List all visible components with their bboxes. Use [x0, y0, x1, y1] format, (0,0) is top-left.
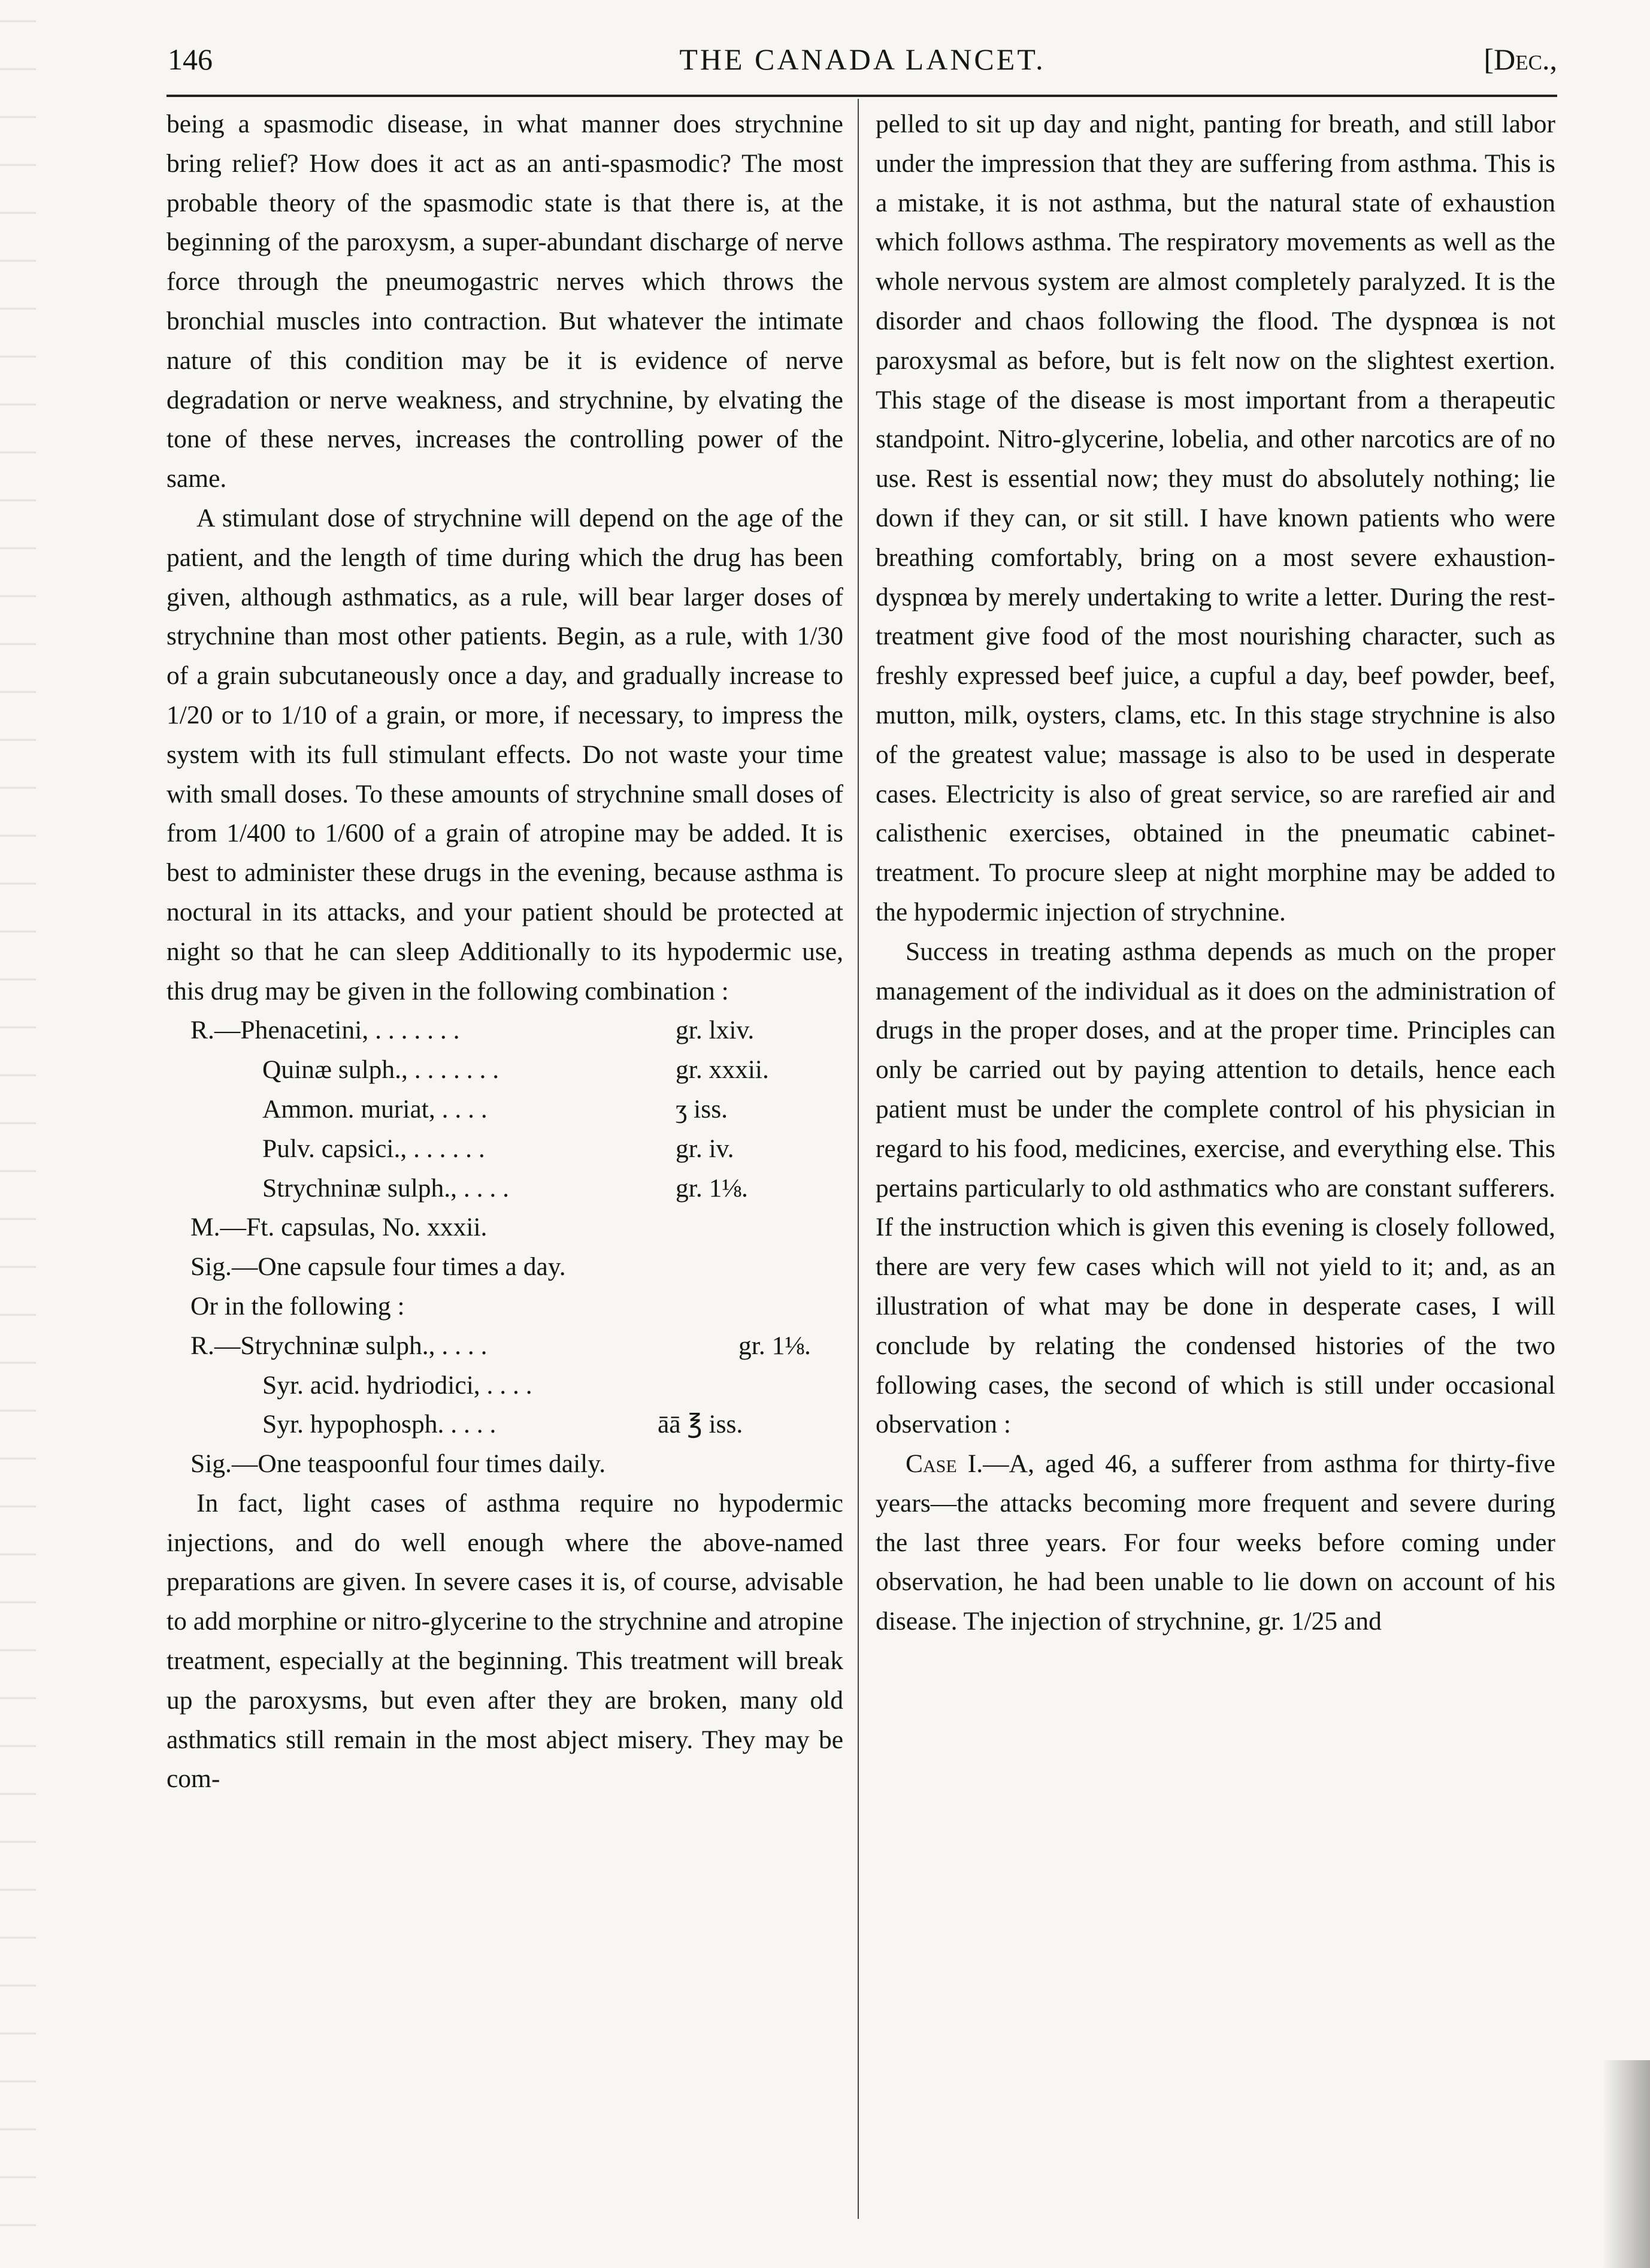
rx-ingredient: Pulv. capsici., . . . . . . — [262, 1134, 485, 1163]
rx-mixing-instruction: M.—Ft. capsulas, No. xxxii. — [190, 1213, 488, 1242]
prescription-2 — [166, 1327, 843, 1484]
paragraph: pelled to sit up day and night, panting for breath, and still labor under the impression that they are suffering from asthma. This is a mistake, it is not asthma, but the natural state of exhaustion which follows asthma. The respiratory movements as well as the whole nervous system are almost completely paralyzed. It is the disorder and chaos following the flood. The dyspnœa is not paroxysmal as before, but is felt now on the slightest exertion. This stage of the disease is most important from a therapeutic standpoint. Nitro-glycerine, lobelia, and other narcotics are of no use. Rest is essential now; they must do absolutely nothing; lie down if they can, or sit still. I have known patients who were breathing comfortably, bring on a most severe exhaustion-dyspnœa by merely undertaking to write a letter. During the rest-treatment give food of the most nourishing character, such as freshly expressed beef juice, a cupful a day, beef powder, beef, mutton, milk, oysters, clams, etc. In this stage strychnine is also of the greatest value; massage is also to be used in desperate cases. Electricity is also of great service, so are rarefied air and calisthenic exercises, obtained in the pneumatic cabinet-treatment. To procure sleep at night morphine may be added to the hypodermic injection of strychnine. — [876, 110, 1555, 926]
rx-dose: gr. lxiv. — [676, 1016, 755, 1045]
rx-transition: Or in the following : — [190, 1291, 405, 1321]
column-rule — [858, 99, 859, 2219]
rx-ingredient: Syr. hypophosph. . . . . — [262, 1410, 496, 1439]
rx-dose: āā ℥ iss. — [658, 1410, 743, 1439]
rx-ingredient: R.—Strychninæ sulph., . . . . — [190, 1331, 488, 1360]
paragraph: Success in treating asthma depends as much on the proper management of the individual as it does on the administration of drugs in the proper doses, and at the proper time. Principles can only be carried out by paying attention to details, hence each patient must be under the complete control of his physician in regard to his food, medicines, exercise, and everything else. This pertains particularly to old asthmatics who are constant sufferers. If the instruction which is given this evening is closely followed, there are very few cases which will not yield to it; and, as an illustration of what may be done in desperate cases, I will conclude by relating the condensed histories of the two following cases, the second of which is still under occasional observation : — [876, 937, 1555, 1439]
rx-ingredient: Quinæ sulph., . . . . . . . — [262, 1055, 499, 1085]
right-column — [876, 105, 1555, 1642]
scan-edge-left — [0, 0, 36, 2268]
case-text: —A, aged 46, a sufferer from asthma for thirty-five years—the attacks becoming more frequent and severe during the last three years. For four weeks before coming under observation, he had been unable to lie down on account of his disease. The injection of strychnine, gr. 1/25 and — [876, 1449, 1555, 1636]
rx-dose: gr. 1⅛. — [738, 1331, 811, 1360]
header-rule — [166, 95, 1557, 97]
rx-ingredient: Ammon. muriat, . . . . — [262, 1094, 488, 1124]
paragraph: A stimulant dose of strychnine will depend on the age of the patient, and the length of time during which the drug has been given, although asthmatics, as a rule, will bear larger doses of strychnine than most other patients. Begin, as a rule, with 1/30 of a grain subcutaneously once a day, and gradually increase to 1/20 or to 1/10 of a grain, or more, if necessary, to impress the system with its full stimulant effects. Do not waste your time with small doses. To these amounts of strychnine small doses of from 1/400 to 1/600 of a grain of atropine may be added. It is best to administer these drugs in the evening, because asthma is noctural in its attacks, and your patient should be protected at night so that he can sleep Additionally to its hypodermic use, this drug may be given in the following combination : — [166, 503, 843, 1006]
rx-signature: Sig.—One capsule four times a day. — [190, 1252, 566, 1282]
prescription-1 — [166, 1011, 843, 1326]
paragraph: being a spasmodic disease, in what manner does strychnine bring relief? How does it act as an anti-spasmodic? The most probable theory of the spasmodic state is that there is, at the beginning of the paroxysm, a super-abundant discharge of nerve force through the pneumogastric nerves which throws the bronchial muscles into contraction. But whatever the intimate nature of this condition may be it is evidence of nerve degradation or nerve weakness, and strychnine, by elvating the tone of these nerves, increases the controlling power of the same. — [166, 110, 843, 493]
rx-dose: gr. xxxii. — [676, 1055, 769, 1085]
scan-edge-right — [1602, 2060, 1650, 2268]
rx-signature: Sig.—One teaspoonful four times daily. — [190, 1449, 606, 1479]
rx-ingredient: Strychninæ sulph., . . . . — [262, 1173, 510, 1203]
rx-dose: gr. iv. — [676, 1134, 734, 1163]
case-label: Case I. — [906, 1449, 983, 1479]
issue-month: [Dec., — [1484, 43, 1557, 76]
rx-dose: ʒ iss. — [676, 1094, 728, 1124]
case-paragraph — [876, 1445, 1555, 1642]
rx-ingredient: R.—Phenacetini, . . . . . . . — [190, 1016, 460, 1045]
journal-title: THE CANADA LANCET. — [679, 43, 1046, 76]
running-head — [168, 42, 1557, 90]
rx-dose: gr. 1⅛. — [676, 1173, 748, 1203]
left-column — [166, 105, 843, 1799]
rx-ingredient: Syr. acid. hydriodici, . . . . — [262, 1370, 532, 1400]
page-number: 146 — [168, 43, 213, 76]
paragraph: In fact, light cases of asthma require no hypodermic injections, and do well enough where the above-named preparations are given. In severe cases it is, of course, advisable to add morphine or nitro-glycerine to the strychnine and atropine treatment, especially at the beginning. This treatment will break up the paroxysms, but even after they are broken, many old asthmatics still remain in the most abject misery. They may be com- — [166, 1488, 843, 1794]
